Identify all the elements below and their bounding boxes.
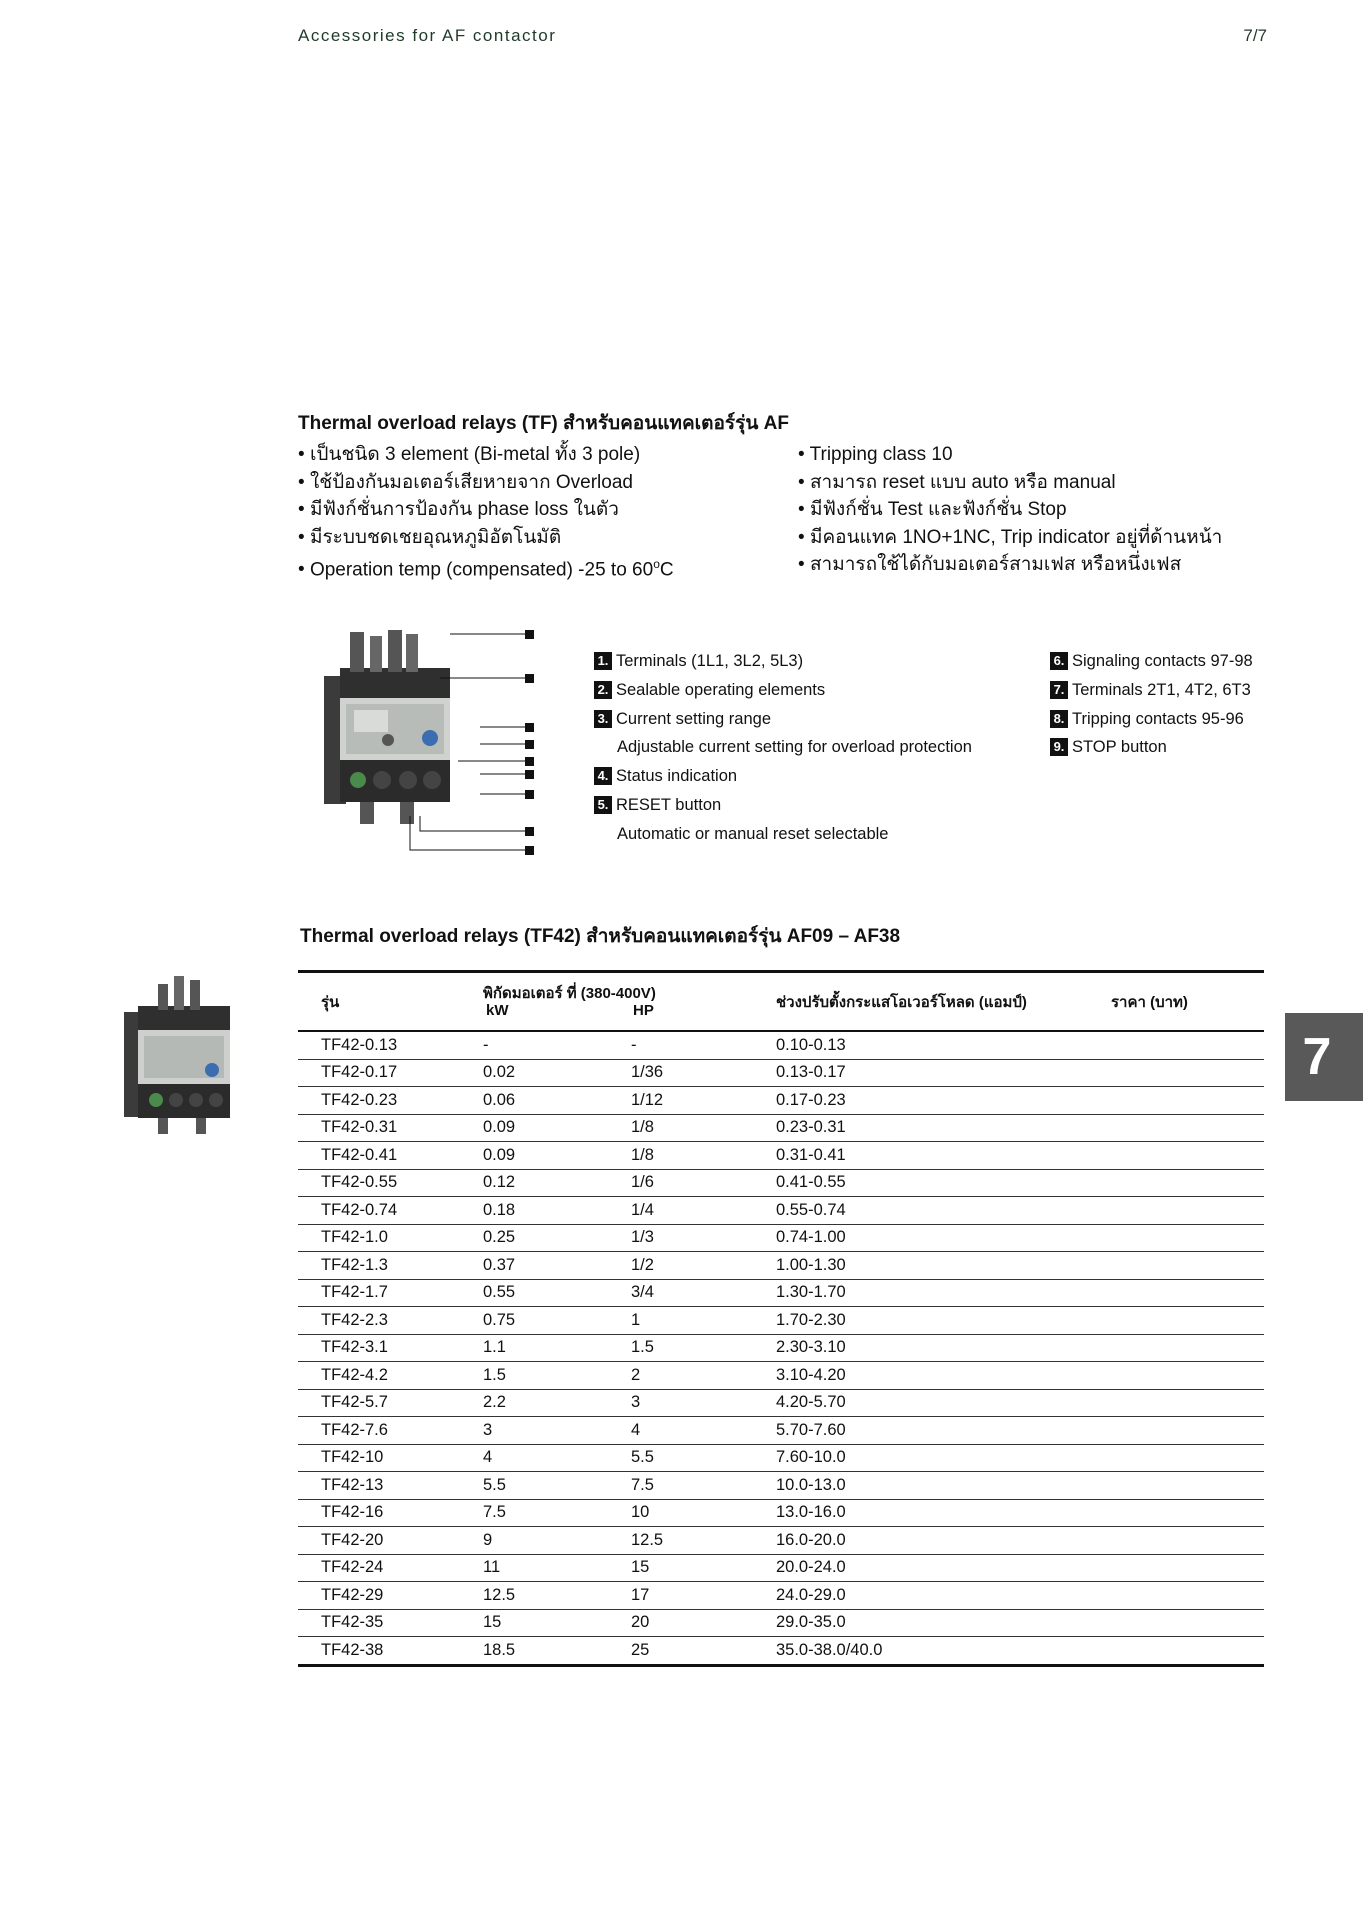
cell-price	[1111, 1389, 1264, 1417]
bullet-item: • Tripping class 10	[798, 441, 1278, 469]
legend-item	[594, 762, 1034, 791]
cell-model: TF42-38	[321, 1640, 384, 1659]
cell-kw: 0.18	[483, 1197, 631, 1225]
table-row	[298, 1142, 1264, 1170]
cell-model: TF42-13	[298, 1472, 483, 1500]
feature-bullets-left	[298, 441, 778, 584]
cell-model: TF42-10	[298, 1444, 483, 1472]
legend-item	[1050, 676, 1330, 705]
cell-price	[1111, 1609, 1264, 1637]
header-current-range: ช่วงปรับตั้งกระแสโอเวอร์โหลด (แอมป์)	[776, 972, 1111, 1032]
table-row	[298, 1031, 1264, 1059]
table-row	[298, 1554, 1264, 1582]
cell-range: 24.0-29.0	[776, 1582, 1111, 1610]
cell-range: 4.20-5.70	[776, 1389, 1111, 1417]
temp-unit: C	[659, 559, 674, 581]
table-row	[298, 1252, 1264, 1280]
legend-item	[594, 791, 1034, 820]
header-price: ราคา (บาท)	[1111, 972, 1264, 1032]
cell-hp: 1/8	[631, 1142, 776, 1170]
cell-kw: 0.37	[483, 1252, 631, 1280]
cell-price	[1111, 1279, 1264, 1307]
legend-subitem	[594, 820, 1034, 849]
cell-price	[1111, 1362, 1264, 1390]
cell-kw: 7.5	[483, 1499, 631, 1527]
cell-range: 0.13-0.17	[776, 1059, 1111, 1087]
cell-range: 7.60-10.0	[776, 1444, 1111, 1472]
cell-model: TF42-0.23	[298, 1087, 483, 1115]
table-row	[298, 1362, 1264, 1390]
legend-number: 1.	[594, 652, 612, 670]
cell-kw: 0.12	[483, 1169, 631, 1197]
cell-model: TF42-2.3	[298, 1307, 483, 1335]
cell-price	[1111, 1059, 1264, 1087]
cell-range: 13.0-16.0	[776, 1499, 1111, 1527]
cell-model: TF42-0.13	[298, 1031, 483, 1059]
cell-model: TF42-0.55	[298, 1169, 483, 1197]
legend-label: Terminals (1L1, 3L2, 5L3)	[616, 652, 804, 670]
cell-hp: 1	[631, 1307, 776, 1335]
legend-item	[1050, 705, 1330, 734]
cell-hp: 1/36	[631, 1059, 776, 1087]
bullet-item: • มีฟังก์ชั่นการป้องกัน phase loss ในตัว	[298, 496, 778, 524]
legend-label: Sealable operating elements	[616, 680, 826, 699]
legend-number: 2.	[594, 681, 612, 699]
cell-price	[1111, 1087, 1264, 1115]
bullet-item: • มีคอนแทค 1NO+1NC, Trip indicator อยู่ที่ด้านหน้า	[798, 524, 1278, 552]
cell-hp: 7.5	[631, 1472, 776, 1500]
cell-kw: 1.1	[483, 1334, 631, 1362]
cell-price	[1111, 1554, 1264, 1582]
cell-range: 16.0-20.0	[776, 1527, 1111, 1555]
cell-price	[1111, 1637, 1264, 1666]
cell-model: TF42-0.31	[298, 1114, 483, 1142]
cell-range: 0.74-1.00	[776, 1224, 1111, 1252]
table-row	[298, 1197, 1264, 1225]
table-row	[298, 1169, 1264, 1197]
feature-bullets-right	[798, 441, 1278, 579]
cell-model: TF42-29	[298, 1582, 483, 1610]
cell-model: TF42-7.6	[298, 1417, 483, 1445]
tf42-spec-table	[298, 970, 1264, 1667]
table-row	[298, 1499, 1264, 1527]
relay-callout-lines	[380, 628, 540, 858]
cell-model: TF42-35	[298, 1609, 483, 1637]
cell-hp: 1/6	[631, 1169, 776, 1197]
cell-hp: 4	[631, 1417, 776, 1445]
cell-hp: 1/2	[631, 1252, 776, 1280]
cell-price	[1111, 1114, 1264, 1142]
cell-kw: 0.09	[483, 1142, 631, 1170]
cell-price	[1111, 1252, 1264, 1280]
legend-number: 9.	[1050, 738, 1068, 756]
cell-hp: 1.5	[631, 1334, 776, 1362]
legend-item	[594, 647, 1034, 676]
cell-kw: 1.5	[483, 1362, 631, 1390]
cell-price	[1111, 1197, 1264, 1225]
cell-price	[1111, 1444, 1264, 1472]
cell-range: 1.70-2.30	[776, 1307, 1111, 1335]
table-row	[298, 1444, 1264, 1472]
cell-model: TF42-1.3	[298, 1252, 483, 1280]
bullet-item: • ใช้ป้องกันมอเตอร์เสียหายจาก Overload	[298, 469, 778, 497]
legend-number: 7.	[1050, 681, 1068, 699]
cell-kw: 0.25	[483, 1224, 631, 1252]
legend-label: Terminals 2T1, 4T2, 6T3	[1072, 680, 1251, 699]
cell-hp: -	[631, 1031, 776, 1059]
cell-range: 0.23-0.31	[776, 1114, 1111, 1142]
degree-sup: o	[653, 557, 660, 571]
cell-range: 1.00-1.30	[776, 1252, 1111, 1280]
cell-range: 35.0-38.0/40.0	[776, 1640, 883, 1659]
legend-subitem	[594, 733, 1034, 762]
cell-range: 5.70-7.60	[776, 1417, 1111, 1445]
cell-model: TF42-0.17	[298, 1059, 483, 1087]
header-motor-rating	[483, 972, 776, 1032]
feature-legend-left	[594, 647, 1034, 849]
cell-kw: 12.5	[483, 1582, 631, 1610]
cell-model: TF42-0.74	[298, 1197, 483, 1225]
bullet-item: • สามารถใช้ได้กับมอเตอร์สามเฟส หรือหนึ่งเฟส	[798, 551, 1278, 579]
cell-model: TF42-3.1	[298, 1334, 483, 1362]
cell-range: 0.55-0.74	[776, 1197, 1111, 1225]
legend-number: 5.	[594, 796, 612, 814]
table-row	[298, 1114, 1264, 1142]
cell-kw: 15	[483, 1609, 631, 1637]
cell-hp: 1/12	[631, 1087, 776, 1115]
cell-range: 3.10-4.20	[776, 1362, 1111, 1390]
section-title-tf: Thermal overload relays (TF) สำหรับคอนแทคเตอร์รุ่น AF	[298, 413, 789, 434]
legend-label: RESET button	[616, 795, 722, 814]
cell-hp: 10	[631, 1499, 776, 1527]
cell-kw: 18.5	[483, 1640, 516, 1659]
cell-kw: 0.55	[483, 1279, 631, 1307]
legend-number: 3.	[594, 710, 612, 728]
cell-price	[1111, 1334, 1264, 1362]
legend-label: Status indication	[616, 767, 738, 786]
cell-hp: 3/4	[631, 1279, 776, 1307]
header-kw: kW	[486, 1002, 509, 1019]
cell-hp: 1/4	[631, 1197, 776, 1225]
legend-item	[1050, 647, 1330, 676]
cell-price	[1111, 1499, 1264, 1527]
chapter-tab: 7	[1285, 1013, 1363, 1101]
section-title-tf42: Thermal overload relays (TF42) สำหรับคอนแทคเตอร์รุ่น AF09 – AF38	[300, 926, 901, 947]
page-header-title: Accessories for AF contactor	[298, 26, 557, 45]
legend-label: Adjustable current setting for overload protection	[617, 738, 972, 757]
table-row	[298, 1472, 1264, 1500]
cell-model: TF42-16	[298, 1499, 483, 1527]
feature-legend-right	[1050, 647, 1330, 762]
cell-price	[1111, 1169, 1264, 1197]
cell-range: 0.31-0.41	[776, 1142, 1111, 1170]
cell-range: 10.0-13.0	[776, 1472, 1111, 1500]
table-row	[298, 1527, 1264, 1555]
cell-model: TF42-5.7	[298, 1389, 483, 1417]
legend-number: 4.	[594, 767, 612, 785]
cell-hp: 5.5	[631, 1444, 776, 1472]
cell-range: 0.10-0.13	[776, 1031, 1111, 1059]
cell-price	[1111, 1142, 1264, 1170]
cell-hp: 20	[631, 1609, 776, 1637]
legend-label: Current setting range	[616, 709, 772, 728]
cell-kw: 11	[483, 1554, 631, 1582]
table-row	[298, 1389, 1264, 1417]
cell-range: 1.30-1.70	[776, 1279, 1111, 1307]
header-model: รุ่น	[298, 972, 483, 1032]
cell-kw: 3	[483, 1417, 631, 1445]
table-body	[298, 1031, 1264, 1665]
cell-range: 29.0-35.0	[776, 1609, 1111, 1637]
cell-price	[1111, 1031, 1264, 1059]
bullet-item: • มีระบบชดเชยอุณหภูมิอัตโนมัติ	[298, 524, 778, 552]
header-rating-label: พิกัดมอเตอร์ ที่ (380-400V)	[483, 985, 656, 1002]
cell-hp: 1/8	[631, 1114, 776, 1142]
legend-label: Tripping contacts 95-96	[1072, 709, 1244, 728]
table-row	[298, 1417, 1264, 1445]
cell-hp: 1/3	[631, 1224, 776, 1252]
cell-range: 0.17-0.23	[776, 1087, 1111, 1115]
cell-price	[1111, 1527, 1264, 1555]
cell-kw: 0.02	[483, 1059, 631, 1087]
table-row	[298, 1307, 1264, 1335]
table-row	[298, 1087, 1264, 1115]
cell-hp: 2	[631, 1362, 776, 1390]
legend-number: 6.	[1050, 652, 1068, 670]
cell-model: TF42-4.2	[298, 1362, 483, 1390]
cell-kw: 0.09	[483, 1114, 631, 1142]
table-row	[298, 1224, 1264, 1252]
cell-kw: 9	[483, 1527, 631, 1555]
operation-temp-text: Operation temp (compensated) -25 to 60	[309, 559, 654, 581]
legend-item	[594, 705, 1034, 734]
table-row	[298, 1609, 1264, 1637]
cell-range: 20.0-24.0	[776, 1554, 1111, 1582]
bullet-item: • มีฟังก์ชั่น Test และฟังก์ชั่น Stop	[798, 496, 1278, 524]
table-row	[298, 1279, 1264, 1307]
legend-number: 8.	[1050, 710, 1068, 728]
cell-price	[1111, 1472, 1264, 1500]
cell-kw: 5.5	[483, 1472, 631, 1500]
bullet-item: • สามารถ reset แบบ auto หรือ manual	[798, 469, 1278, 497]
cell-price	[1111, 1417, 1264, 1445]
cell-model: TF42-24	[298, 1554, 483, 1582]
cell-hp: 25	[631, 1640, 650, 1659]
cell-kw: -	[483, 1031, 631, 1059]
table-row	[298, 1334, 1264, 1362]
tf42-product-image	[118, 972, 246, 1137]
cell-kw: 0.06	[483, 1087, 631, 1115]
cell-price	[1111, 1224, 1264, 1252]
cell-range: 0.41-0.55	[776, 1169, 1111, 1197]
table-header-row	[298, 972, 1264, 1032]
table-row	[298, 1637, 1264, 1666]
cell-price	[1111, 1582, 1264, 1610]
cell-price	[1111, 1307, 1264, 1335]
legend-label: STOP button	[1072, 738, 1167, 757]
bullet-item: • เป็นชนิด 3 element (Bi-metal ทั้ง 3 pole)	[298, 441, 778, 469]
cell-hp: 3	[631, 1389, 776, 1417]
cell-kw: 0.75	[483, 1307, 631, 1335]
table-row	[298, 1059, 1264, 1087]
cell-model: TF42-0.41	[298, 1142, 483, 1170]
legend-label: Automatic or manual reset selectable	[617, 824, 889, 843]
cell-hp: 17	[631, 1582, 776, 1610]
cell-kw: 4	[483, 1444, 631, 1472]
cell-hp: 12.5	[631, 1527, 776, 1555]
legend-label: Signaling contacts 97-98	[1072, 652, 1253, 670]
legend-item	[1050, 733, 1330, 762]
header-hp: HP	[633, 1002, 654, 1019]
bullet-item-operation-temp	[298, 551, 778, 584]
table-row	[298, 1582, 1264, 1610]
legend-item	[594, 676, 1034, 705]
cell-model: TF42-1.7	[298, 1279, 483, 1307]
cell-kw: 2.2	[483, 1389, 631, 1417]
cell-model: TF42-1.0	[298, 1224, 483, 1252]
cell-range: 2.30-3.10	[776, 1334, 1111, 1362]
cell-hp: 15	[631, 1554, 776, 1582]
page-number: 7/7	[1243, 26, 1267, 45]
cell-model: TF42-20	[298, 1527, 483, 1555]
